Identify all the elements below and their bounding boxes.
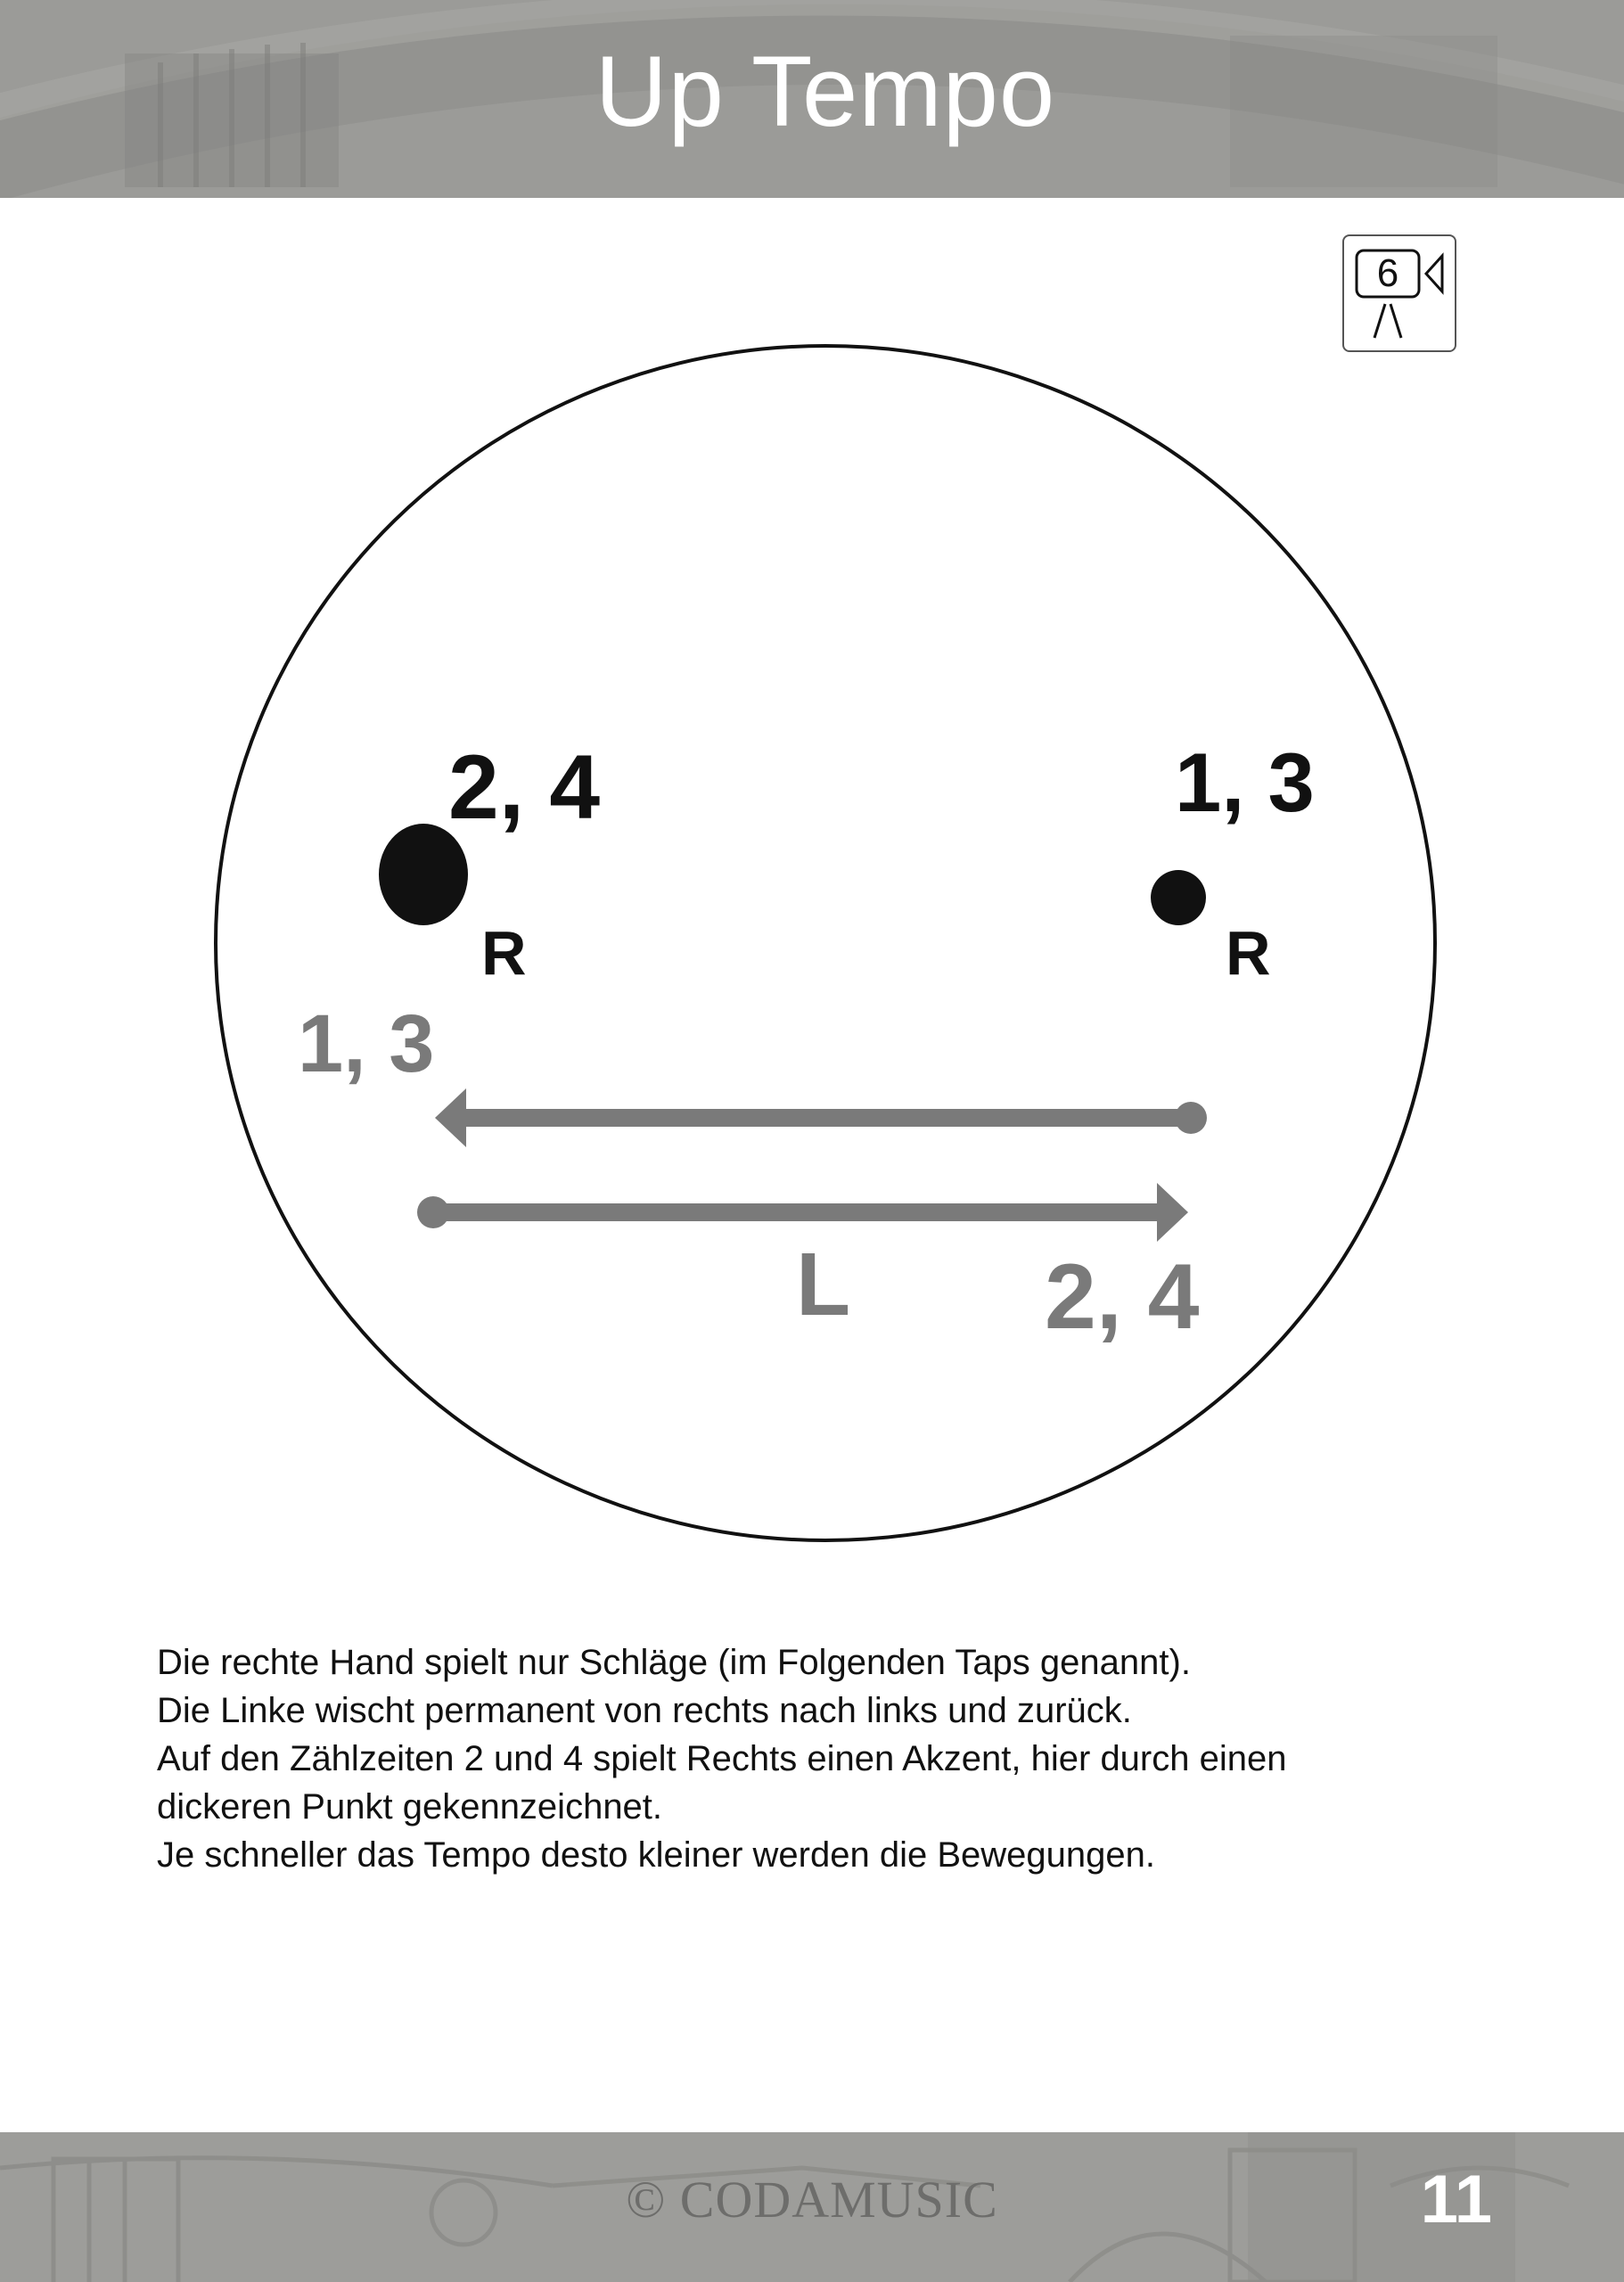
accent-dot: [379, 824, 468, 925]
leftward-count-label: 1, 3: [298, 998, 435, 1089]
page-title: Up Tempo: [595, 36, 1056, 147]
instructions-text: [157, 1638, 1494, 1879]
instruction-line: dickeren Punkt gekennzeichnet.: [157, 1787, 663, 1826]
footer-banner: [0, 2132, 1624, 2282]
video-number: 6: [1376, 251, 1399, 295]
tap-count-label: 1, 3: [1175, 735, 1315, 829]
tap-dot: [1151, 870, 1206, 925]
instruction-line: Je schneller das Tempo desto kleiner werden die Bewegungen.: [157, 1835, 1155, 1875]
accent-count-label: 2, 4: [448, 736, 601, 838]
instruction-line: Auf den Zählzeiten 2 und 4 spielt Rechts einen Akzent, hier durch einen: [157, 1739, 1287, 1778]
page-number: 11: [1420, 2162, 1492, 2237]
rightward-count-label: 2, 4: [1045, 1245, 1200, 1349]
instruction-line: Die Linke wischt permanent von rechts nach links und zurück.: [157, 1691, 1132, 1730]
accent-hand-label: R: [481, 918, 527, 988]
instruction-line: Die rechte Hand spielt nur Schläge (im Folgenden Taps genannt).: [157, 1643, 1191, 1682]
leftward-arrow: [435, 1088, 1207, 1147]
copyright-text: © CODAMUSIC: [626, 2171, 998, 2229]
left-hand-label: L: [796, 1235, 851, 1334]
rightward-arrow: [417, 1183, 1188, 1242]
tap-hand-label: R: [1226, 918, 1271, 988]
